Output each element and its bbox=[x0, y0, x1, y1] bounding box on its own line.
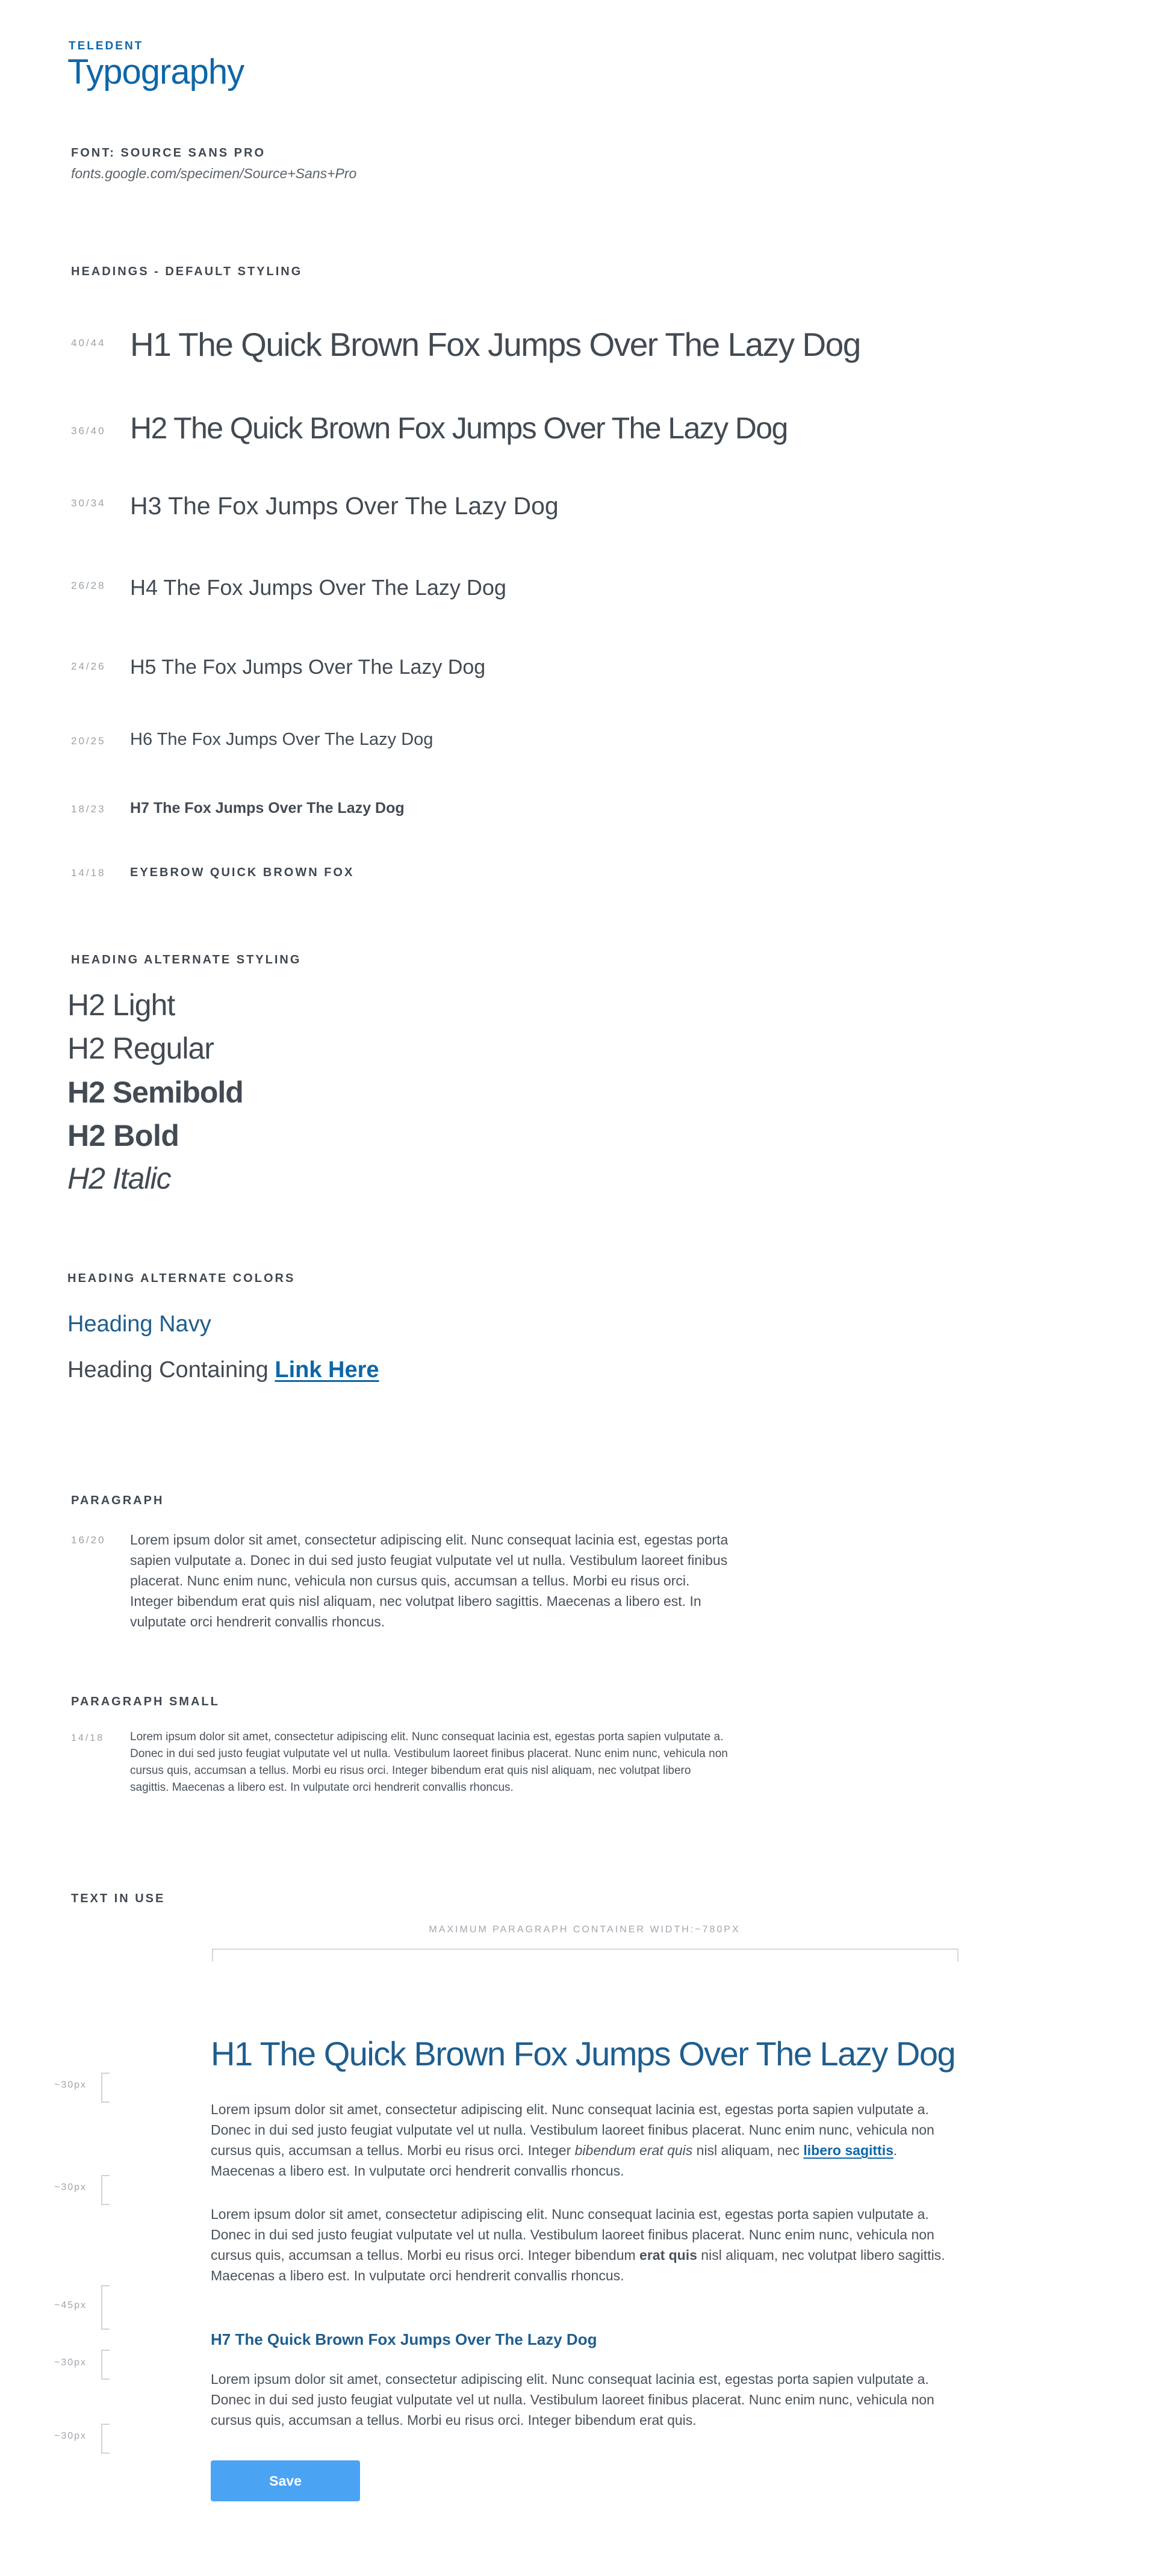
save-button-wrap bbox=[211, 2460, 360, 2501]
size-label-h3: 30/34 bbox=[71, 497, 106, 509]
spacer-label-5: ~30px bbox=[54, 2431, 87, 2441]
spacer-label-3: ~45px bbox=[54, 2300, 87, 2310]
headings-alt-colors-label: HEADING ALTERNATE COLORS bbox=[67, 1272, 296, 1285]
sample-eyebrow: EYEBROW QUICK BROWN FOX bbox=[130, 866, 355, 879]
size-label-h4: 26/28 bbox=[71, 580, 106, 591]
size-label-h2: 36/40 bbox=[71, 425, 106, 437]
in-use-paragraph-1 bbox=[211, 2099, 963, 2181]
max-width-label: MAXIMUM PARAGRAPH CONTAINER WIDTH:~780PX bbox=[429, 1924, 741, 1935]
size-label-h5: 24/26 bbox=[71, 661, 106, 672]
max-width-bracket bbox=[212, 1949, 959, 1962]
spacer-bracket-3 bbox=[101, 2285, 110, 2330]
spacer-bracket-5 bbox=[101, 2424, 110, 2454]
heading-with-link-sample bbox=[67, 1357, 379, 1383]
size-label-h6: 20/25 bbox=[71, 735, 106, 747]
sample-h5: H5 The Fox Jumps Over The Lazy Dog bbox=[130, 656, 486, 679]
paragraph-sample: Lorem ipsum dolor sit amet, consectetur adipiscing elit. Nunc consequat lacinia est, egestas porta sapien vulputate a. Donec in dui sed justo feugiat vulputate vel ut nulla. Vestibulum laoreet finibus placerat. Nunc enim nunc, vehicula non cursus quis, accumsan a tellus. Morbi eu risus orci. Integer bibendum erat quis nisl aliquam, nec volutpat libero sagittis. Maecenas a libero est. In vulputate orci hendrerit convallis rhoncus. bbox=[130, 1532, 729, 1629]
text-in-use-label: TEXT IN USE bbox=[71, 1892, 166, 1905]
sample-h7: H7 The Fox Jumps Over The Lazy Dog bbox=[130, 800, 405, 817]
sample-h6: H6 The Fox Jumps Over The Lazy Dog bbox=[130, 730, 434, 749]
in-use-p2-text-b: nisl aliquam, nec volutpat libero sagittis. Maecenas a libero est. In vulputate orci hendrerit convallis rhoncus. bbox=[211, 2247, 945, 2283]
h2-italic-sample: H2 Italic bbox=[67, 1162, 171, 1195]
sample-h3: H3 The Fox Jumps Over The Lazy Dog bbox=[130, 492, 559, 520]
paragraph-small-label: PARAGRAPH SMALL bbox=[71, 1695, 220, 1708]
sample-h1: H1 The Quick Brown Fox Jumps Over The Lazy Dog bbox=[130, 326, 860, 363]
size-label-h1: 40/44 bbox=[71, 337, 106, 349]
font-label: FONT: SOURCE SANS PRO bbox=[71, 146, 266, 160]
in-use-p2-text-a: Lorem ipsum dolor sit amet, consectetur adipiscing elit. Nunc consequat lacinia est, egestas porta sapien vulputate a. Donec in dui sed justo feugiat vulputate vel ut nulla. Vestibulum laoreet finibus placerat. Nunc enim nunc, vehicula non cursus quis, accumsan a tellus. Morbi eu risus orci. Integer bibendum bbox=[211, 2206, 934, 2263]
headings-alt-styling-label: HEADING ALTERNATE STYLING bbox=[71, 953, 302, 966]
spacer-bracket-2 bbox=[101, 2175, 110, 2205]
spacer-label-1: ~30px bbox=[54, 2080, 87, 2090]
in-use-p1-text-c: . Maecenas a libero est. In vulputate orci hendrerit convallis rhoncus. bbox=[211, 2142, 898, 2179]
size-label-eyebrow: 14/18 bbox=[71, 867, 106, 879]
in-use-p1-link[interactable]: libero sagittis bbox=[803, 2142, 893, 2158]
page-title: Typography bbox=[67, 52, 244, 92]
in-use-paragraph-2 bbox=[211, 2204, 963, 2286]
spacer-bracket-1 bbox=[101, 2073, 110, 2103]
in-use-paragraph-3: Lorem ipsum dolor sit amet, consectetur adipiscing elit. Nunc consequat lacinia est, egestas porta sapien vulputate a. Donec in dui sed justo feugiat vulputate vel ut nulla. Vestibulum laoreet finibus placerat. Nunc enim nunc, vehicula non cursus quis, accumsan a tellus. Morbi eu risus orci. Integer bibendum erat quis. bbox=[211, 2371, 934, 2428]
paragraph-small-size-label: 14/18 bbox=[71, 1733, 105, 1743]
spacer-label-2: ~30px bbox=[54, 2182, 87, 2192]
in-use-p1-text-b: nisl aliquam, nec bbox=[692, 2142, 804, 2158]
sample-h4: H4 The Fox Jumps Over The Lazy Dog bbox=[130, 575, 506, 600]
spacer-bracket-4 bbox=[101, 2350, 110, 2380]
h2-regular-sample: H2 Regular bbox=[67, 1031, 214, 1065]
paragraph-small-sample: Lorem ipsum dolor sit amet, consectetur adipiscing elit. Nunc consequat lacinia est, egestas porta sapien vulputate a. Donec in dui sed justo feugiat vulputate vel ut nulla. Vestibulum laoreet finibus placerat. Nunc enim nunc, vehicula non cursus quis, accumsan a tellus. Morbi eu risus orci. Integer bibendum erat quis nisl aliquam, nec volutpat libero sagittis. Maecenas a libero est. In vulputate orci hendrerit convallis rhoncus. bbox=[130, 1731, 728, 1794]
in-use-h1: H1 The Quick Brown Fox Jumps Over The Lazy Dog bbox=[211, 2035, 956, 2073]
headings-default-label: HEADINGS - DEFAULT STYLING bbox=[71, 265, 303, 278]
spacer-label-4: ~30px bbox=[54, 2357, 87, 2368]
paragraph-label: PARAGRAPH bbox=[71, 1494, 164, 1507]
size-label-h7: 18/23 bbox=[71, 803, 106, 815]
in-use-p1-italic: bibendum erat quis bbox=[574, 2142, 693, 2158]
brand-label: TELEDENT bbox=[69, 40, 144, 52]
heading-link[interactable]: Link Here bbox=[275, 1357, 379, 1383]
in-use-h7: H7 The Quick Brown Fox Jumps Over The Lazy Dog bbox=[211, 2330, 597, 2348]
font-url[interactable]: fonts.google.com/specimen/Source+Sans+Pro bbox=[71, 166, 357, 181]
h2-bold-sample: H2 Bold bbox=[67, 1119, 179, 1153]
h2-light-sample: H2 Light bbox=[67, 988, 175, 1022]
in-use-p2-bold: erat quis bbox=[639, 2247, 697, 2263]
h2-semibold-sample: H2 Semibold bbox=[67, 1075, 243, 1109]
heading-navy-sample: Heading Navy bbox=[67, 1311, 211, 1337]
sample-h2: H2 The Quick Brown Fox Jumps Over The Lazy Dog bbox=[130, 411, 788, 445]
in-use-p1-text-a: Lorem ipsum dolor sit amet, consectetur adipiscing elit. Nunc consequat lacinia est, egestas porta sapien vulputate a. Donec in dui sed justo feugiat vulputate vel ut nulla. Vestibulum laoreet finibus placerat. Nunc enim nunc, vehicula non cursus quis, accumsan a tellus. Morbi eu risus orci. Integer bbox=[211, 2102, 934, 2158]
paragraph-size-label: 16/20 bbox=[71, 1534, 106, 1546]
save-button[interactable]: Save bbox=[211, 2460, 360, 2501]
heading-with-link-text: Heading Containing bbox=[67, 1357, 269, 1383]
